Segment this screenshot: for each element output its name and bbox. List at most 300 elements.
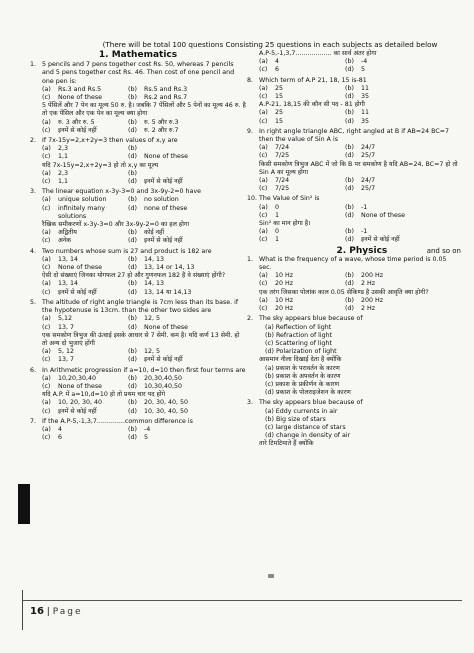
question-text-hindi: ऐसी दो संख्याएं जिनका योगफल 27 हो और गुणनफल 182 है वे संख्याएं होंगी?: [42, 272, 226, 280]
option-value: 25: [275, 109, 284, 117]
option-key: (b): [265, 372, 274, 380]
option-key: (c): [42, 288, 51, 296]
option-key: (a): [265, 323, 274, 331]
option-value: 200 Hz: [361, 296, 384, 304]
question-number: 3.: [247, 399, 254, 407]
question-text: The linear equation x-3y-3=0 and 3x-9y-2=0 have: [42, 188, 201, 196]
option-key: (d): [128, 288, 137, 296]
option-value: प्रकाश के अपवर्तन के कारण: [275, 372, 341, 380]
option-key: (b): [128, 196, 137, 204]
option-value: 10 Hz: [275, 272, 294, 280]
option-value: None of these: [58, 94, 102, 102]
option-key: (c): [42, 94, 51, 102]
options-en: [247, 272, 461, 288]
question-text: What is the frequency of a wave, whose time period is 0.05 sec.: [259, 255, 447, 272]
option-key: (b): [128, 315, 137, 323]
option-value: -4: [144, 425, 151, 433]
option-key: (b): [128, 280, 137, 288]
option-key: (b): [345, 58, 354, 66]
option-value: प्रकाश के पोलराइजेशन के कारण: [275, 389, 351, 397]
question-number: 5.: [30, 298, 37, 306]
option-value: 35: [361, 93, 370, 101]
option-key: (a): [42, 425, 51, 433]
option-key: (c): [259, 211, 268, 219]
options-hi: [30, 399, 246, 415]
option-value: Reflection of light: [275, 323, 332, 331]
option-key: (c): [42, 323, 51, 331]
question-3: [30, 188, 246, 245]
options-hi: [30, 229, 246, 245]
options-en: [30, 375, 246, 391]
options-en: [30, 145, 246, 161]
option-key: (a): [259, 84, 268, 92]
option-key: (c): [42, 126, 51, 134]
option-value: इनमें से कोई नहीं: [58, 288, 97, 296]
option-value: 20 Hz: [275, 280, 294, 288]
question-number: 3.: [30, 188, 37, 196]
option-key: (a): [265, 407, 274, 415]
option-key: (c): [265, 423, 274, 431]
question-text-hindi: तारे टिमटिमाते हैं क्योंकि: [259, 440, 314, 448]
option-key: (a): [42, 280, 51, 288]
question-number: 6.: [30, 366, 37, 374]
options-en: [247, 204, 461, 220]
left-column: [30, 50, 246, 444]
question-4: [30, 248, 246, 297]
option-value: 7/24: [275, 177, 290, 185]
option-key: (a): [259, 296, 268, 304]
option-key: (d): [128, 264, 137, 272]
question-8: [247, 77, 461, 126]
page-footer: [30, 606, 83, 617]
option-key: (d): [345, 305, 354, 313]
option-line: [247, 408, 461, 416]
option-key: (a): [42, 85, 51, 93]
option-key: (d): [128, 356, 137, 364]
option-key: (a): [259, 228, 268, 236]
option-value: 13, 7: [58, 323, 75, 331]
question-text: If the A.P-5,-1,3,7..............common difference is: [42, 417, 193, 425]
question-text: Which term of A.P 21, 18, 15 is-81: [259, 76, 367, 84]
option-value: कोई नहीं: [144, 229, 165, 237]
question-number: 4.: [30, 247, 37, 255]
option-key: (d): [128, 153, 137, 161]
option-value: 2,3: [58, 145, 69, 153]
option-value: 200 Hz: [361, 272, 384, 280]
option-value: None of these: [144, 323, 188, 331]
right-column: [247, 50, 461, 451]
option-key: (d): [265, 432, 274, 440]
physics-question-1: [247, 256, 461, 313]
options-hi: [247, 297, 461, 313]
question-text-hindi: 5 पेंसिलें और 7 पेन का मूल्य 50 रु. है। जबकि 7 पेंसिलों और 5 पेनों का मूल्य 46 रु. है तो एक पेंसिल और एक पेन का मूल्य क्या होगा: [42, 102, 246, 118]
question-text-hindi: रैखिक समीकरणों x-3y-3=0 और 3x-9y-2=0 का हल होगा: [42, 221, 190, 229]
option-key: (a): [265, 364, 274, 372]
option-value: इनमें से कोई नहीं: [144, 356, 183, 364]
option-key: (d): [128, 126, 137, 134]
option-key: (c): [265, 380, 274, 388]
option-value: no solution: [144, 196, 179, 204]
question-1: [30, 61, 246, 135]
question-text-hindi: एक तरंग जिसका पोलांक काल 0.05 सेकिण्ड है उसकी आवृति क्या होगी?: [259, 288, 429, 296]
option-key: (b): [345, 84, 354, 92]
question-text: The altitude of right angle triangle is 7cm less than its base. if the hypotenuse is 13cm. than the other two sides are: [42, 298, 239, 315]
option-key: (a): [259, 203, 268, 211]
question-text: The Value of Sin² is: [259, 195, 320, 203]
question-5: [30, 299, 246, 365]
option-value: इनमें से कोई नहीं: [58, 407, 97, 415]
option-key: (b): [128, 169, 137, 177]
scan-speck: [268, 574, 274, 578]
option-key: (d): [345, 93, 354, 101]
question-text: The sky appears blue because of: [259, 315, 363, 323]
question-number: 10.: [247, 195, 258, 203]
option-key: (c): [42, 382, 51, 390]
option-key: (b): [128, 399, 137, 407]
option-line: [247, 373, 461, 381]
option-key: (c): [42, 204, 51, 212]
option-value: [144, 170, 246, 178]
option-value: None of these: [144, 153, 188, 161]
option-value: रु. 2 और रु.7: [144, 126, 179, 134]
option-value: 13, 7: [58, 356, 75, 364]
option-value: 12, 5: [144, 348, 161, 356]
question-9: [247, 128, 461, 194]
option-key: (c): [259, 185, 268, 193]
scan-margin-mark: [18, 484, 30, 524]
option-value: 12, 5: [144, 315, 161, 323]
option-value: 11: [361, 84, 370, 92]
option-key: (d): [128, 178, 137, 186]
option-key: (c): [42, 407, 51, 415]
option-key: (b): [345, 228, 354, 236]
option-key: (a): [42, 399, 51, 407]
option-value: Refraction of light: [275, 331, 333, 339]
physics-title-tail: and so on: [426, 246, 461, 255]
option-value: रु. 3 और रु. 5: [58, 118, 95, 126]
question-text-hindi: Sin² का मान होगा है।: [259, 220, 311, 228]
option-line: [247, 332, 461, 340]
option-value: 6: [58, 434, 63, 442]
option-value: 13, 14: [58, 255, 79, 263]
option-key: (d): [265, 348, 274, 356]
options-hi: [247, 177, 461, 193]
option-key: (a): [259, 144, 268, 152]
option-value: प्रकाश के प्रकीर्णन के कारण: [275, 380, 340, 388]
option-key: (b): [128, 118, 137, 126]
options-en: [247, 85, 461, 101]
option-key: (b): [345, 203, 354, 211]
options-en: [30, 315, 246, 331]
options-en: [30, 426, 246, 442]
option-value: 10,20,30,40: [58, 374, 97, 382]
page-number: 16: [30, 606, 44, 617]
question-text-hindi: आसमान नीला दिखाई देता है क्योंकि: [259, 356, 342, 364]
option-line: [247, 381, 461, 389]
options-en: [247, 144, 461, 160]
option-key: (d): [345, 117, 354, 125]
option-value: इनमें से कोई नहीं: [361, 236, 400, 244]
option-line: [247, 365, 461, 373]
question-text-hindi: यदि 7x-15y=2,x+2y=3 हो तो x,y का मूल्य: [42, 161, 159, 169]
question-text: Two numbers whose sum is 27 and product is 182 are: [42, 247, 212, 255]
option-value: 20,30,40,50: [144, 374, 183, 382]
question-number: 8.: [247, 76, 254, 84]
option-value: रु. 5 और रु.3: [144, 118, 179, 126]
option-key: (b): [128, 425, 137, 433]
option-value: 1: [275, 211, 280, 219]
option-value: infinitely many solutions: [58, 204, 105, 220]
option-value: 15: [275, 117, 284, 125]
option-value: इनमें से कोई नहीं: [144, 237, 183, 245]
option-key: (d): [128, 323, 137, 331]
option-key: (d): [345, 66, 354, 74]
options-hi: [30, 119, 246, 135]
options-en: [30, 196, 246, 221]
options-hi: [247, 109, 461, 125]
options-hi: [30, 280, 246, 296]
option-key: (d): [128, 204, 137, 212]
option-key: (d): [345, 280, 354, 288]
option-value: large distance of stars: [275, 423, 346, 431]
option-key: (d): [345, 236, 354, 244]
option-key: (a): [259, 58, 268, 66]
option-value: 25/7: [361, 152, 376, 160]
option-value: 5: [144, 434, 149, 442]
option-value: Eddy currents in air: [275, 407, 338, 415]
option-value: 13, 14 या 14,13: [144, 288, 192, 296]
option-value: 0: [275, 203, 280, 211]
option-key: (c): [259, 66, 268, 74]
option-key: (a): [259, 177, 268, 185]
option-value: 11: [361, 109, 370, 117]
option-key: (b): [128, 374, 137, 382]
question-text-hindi: A.P-21, 18,15 की कौन सी पद - 81 होगी: [259, 101, 365, 109]
option-key: (d): [128, 434, 137, 442]
question-text: The sky appears blue because of: [259, 399, 363, 407]
physics-question-3: [247, 399, 461, 448]
question-6: [30, 367, 246, 416]
option-key: (c): [259, 152, 268, 160]
question-text-hindi: यदि A.P. में a=10,d=10 हो तो प्रथम चार पद होंगे: [42, 391, 166, 399]
option-value: unique solution: [58, 196, 107, 204]
option-key: (a): [42, 118, 51, 126]
option-value: 20 Hz: [275, 305, 294, 313]
option-key: (c): [42, 153, 51, 161]
option-value: Scattering of light: [275, 339, 332, 347]
option-key: (a): [259, 272, 268, 280]
option-key: (d): [345, 185, 354, 193]
option-value: 4: [58, 425, 63, 433]
option-key: (a): [42, 229, 51, 237]
option-key: (c): [42, 264, 51, 272]
option-value: Rs.2 and Rs.7: [144, 94, 188, 102]
option-value: 25/7: [361, 185, 376, 193]
footer-left-rule: [22, 590, 23, 630]
option-key: (a): [42, 145, 51, 153]
option-key: (c): [259, 280, 268, 288]
option-value: 7/25: [275, 152, 290, 160]
options-en: [30, 256, 246, 272]
option-value: None of these: [361, 211, 405, 219]
option-key: (d): [265, 389, 274, 397]
option-line: [247, 424, 461, 432]
option-key: (b): [345, 296, 354, 304]
option-value: 14, 13: [144, 280, 165, 288]
section-title-physics: [247, 247, 461, 255]
option-key: (a): [42, 255, 51, 263]
option-line: [247, 416, 461, 424]
option-value: Rs.5 and Rs.3: [144, 85, 188, 93]
option-key: (a): [42, 169, 51, 177]
option-value: [144, 145, 246, 153]
option-value: 1,1: [58, 153, 69, 161]
option-value: 20, 30, 40, 50: [144, 399, 189, 407]
option-key: (c): [259, 236, 268, 244]
question-number: 2.: [30, 137, 37, 145]
option-value: -1: [361, 203, 368, 211]
option-value: change in density of air: [275, 432, 351, 440]
option-value: 13, 14 or 14, 13: [144, 264, 195, 272]
options-hi: [247, 58, 461, 74]
question-10: [247, 195, 461, 244]
option-value: अद्वितीय: [58, 229, 77, 237]
question-number: 9.: [247, 127, 254, 135]
option-key: (c): [259, 93, 268, 101]
option-key: (b): [128, 229, 137, 237]
option-value: None of these: [58, 382, 102, 390]
question-text: In Arithmetic progression if a=10, d=10 then first four terms are: [42, 366, 246, 374]
option-value: 13, 14: [58, 280, 79, 288]
option-value: 35: [361, 117, 370, 125]
option-value: Rs.3 and Rs.5: [58, 85, 102, 93]
option-key: (b): [128, 348, 137, 356]
options-en: [30, 86, 246, 102]
option-value: 24/7: [361, 177, 376, 185]
option-key: (c): [42, 237, 51, 245]
option-key: (c): [42, 178, 51, 186]
option-value: 10 Hz: [275, 296, 294, 304]
question-text-hindi: A.P-5,-1,3,7.................. का सार्व अंतर होगा: [259, 50, 377, 57]
page-label: Page: [52, 607, 83, 617]
option-value: None of these: [58, 264, 102, 272]
option-key: (a): [42, 315, 51, 323]
question-7-continued: [247, 50, 461, 75]
option-key: (c): [42, 434, 51, 442]
option-key: (b): [265, 415, 274, 423]
option-value: 2,3: [58, 169, 69, 177]
option-value: 5: [361, 66, 366, 74]
physics-question-2: [247, 315, 461, 397]
option-key: (a): [259, 109, 268, 117]
option-key: (a): [42, 348, 51, 356]
option-key: (b): [345, 144, 354, 152]
option-value: 14, 13: [144, 255, 165, 263]
option-key: (b): [128, 94, 137, 102]
option-value: 1: [275, 236, 280, 244]
option-line: [247, 340, 461, 348]
question-number: 2.: [247, 315, 254, 323]
option-key: (d): [128, 407, 137, 415]
option-value: 10, 30, 40, 50: [144, 407, 189, 415]
option-key: (b): [265, 331, 274, 339]
option-value: Big size of stars: [275, 415, 326, 423]
options-hi: [247, 228, 461, 244]
option-key: (a): [42, 374, 51, 382]
option-value: 0: [275, 228, 280, 236]
question-text: 5 pencils and 7 pens together cost Rs. 50, whereas 7 pencils and 5 pens together cost Rs. 46. Then cost of one pencil and one pen is:: [42, 61, 235, 85]
option-key: (b): [128, 145, 137, 153]
question-number: 1.: [30, 61, 37, 69]
section-title-mathematics: 1. Mathematics: [98, 50, 178, 60]
option-value: 7/24: [275, 144, 290, 152]
question-2: [30, 137, 246, 186]
option-key: (b): [128, 85, 137, 93]
option-value: 10,30,40,50: [144, 382, 183, 390]
option-value: इनमें से कोई नहीं: [58, 126, 97, 134]
option-key: (c): [42, 356, 51, 364]
option-key: (c): [259, 117, 268, 125]
options-hi: [30, 348, 246, 364]
option-line: [247, 389, 461, 397]
option-value: Polarization of light: [275, 348, 337, 356]
option-key: (b): [345, 272, 354, 280]
option-value: none of these: [144, 204, 188, 212]
option-key: (b): [345, 109, 354, 117]
option-key: (b): [345, 177, 354, 185]
option-key: (b): [128, 255, 137, 263]
option-key: (d): [128, 237, 137, 245]
option-key: (c): [259, 305, 268, 313]
page-header: (There will be total 100 questions Consisting 25 questions in each subjects as detailed below: [102, 40, 438, 49]
option-key: (a): [42, 196, 51, 204]
option-key: (d): [128, 382, 137, 390]
option-value: 24/7: [361, 144, 376, 152]
option-value: 25: [275, 84, 284, 92]
option-value: प्रकाश के परावर्तन के कारण: [275, 364, 340, 372]
option-value: इनमें से कोई नहीं: [144, 178, 183, 186]
options-hi: [30, 170, 246, 186]
option-value: 7/25: [275, 185, 290, 193]
question-text: If 7x-15y=2,x+2y=3 then values of x,y are: [42, 137, 178, 145]
physics-title: 2. Physics: [336, 245, 388, 256]
option-value: 2 Hz: [361, 305, 376, 313]
page-separator: |: [46, 607, 50, 617]
option-value: अनेक: [58, 237, 72, 245]
option-key: (d): [345, 211, 354, 219]
option-value: 5,12: [58, 315, 73, 323]
question-text-hindi: एक समकोण त्रिभुज की ऊंचाई इसके आधार से 7 सेमी. कम है। यदि कर्ण 13 सेमी. हो तो अन्य दो भुजाएं होंगी: [42, 331, 240, 347]
option-value: -1: [361, 228, 368, 236]
option-key: (c): [265, 339, 274, 347]
option-key: (d): [345, 152, 354, 160]
option-value: -4: [361, 58, 368, 66]
question-number: 1.: [247, 255, 254, 263]
question-number: 7.: [30, 417, 37, 425]
question-7: [30, 418, 246, 443]
option-value: 2 Hz: [361, 280, 376, 288]
footer-rule: [22, 600, 462, 601]
option-value: 10, 20, 30, 40: [58, 399, 103, 407]
option-value: 1,1: [58, 178, 69, 186]
option-value: 4: [275, 58, 280, 66]
question-text-hindi: किसी समकोण त्रिभुज ABC में जो कि B पर समकोण है यदि AB=24, BC=7 हो तो Sin A का मूल्य होगा: [259, 160, 458, 176]
option-value: 15: [275, 93, 284, 101]
question-text: In right angle triangle ABC, right angled at B if AB=24 BC=7 then the value of Sin A is: [259, 127, 450, 144]
option-value: 5, 12: [58, 348, 75, 356]
option-line: [247, 324, 461, 332]
option-value: 6: [275, 66, 280, 74]
